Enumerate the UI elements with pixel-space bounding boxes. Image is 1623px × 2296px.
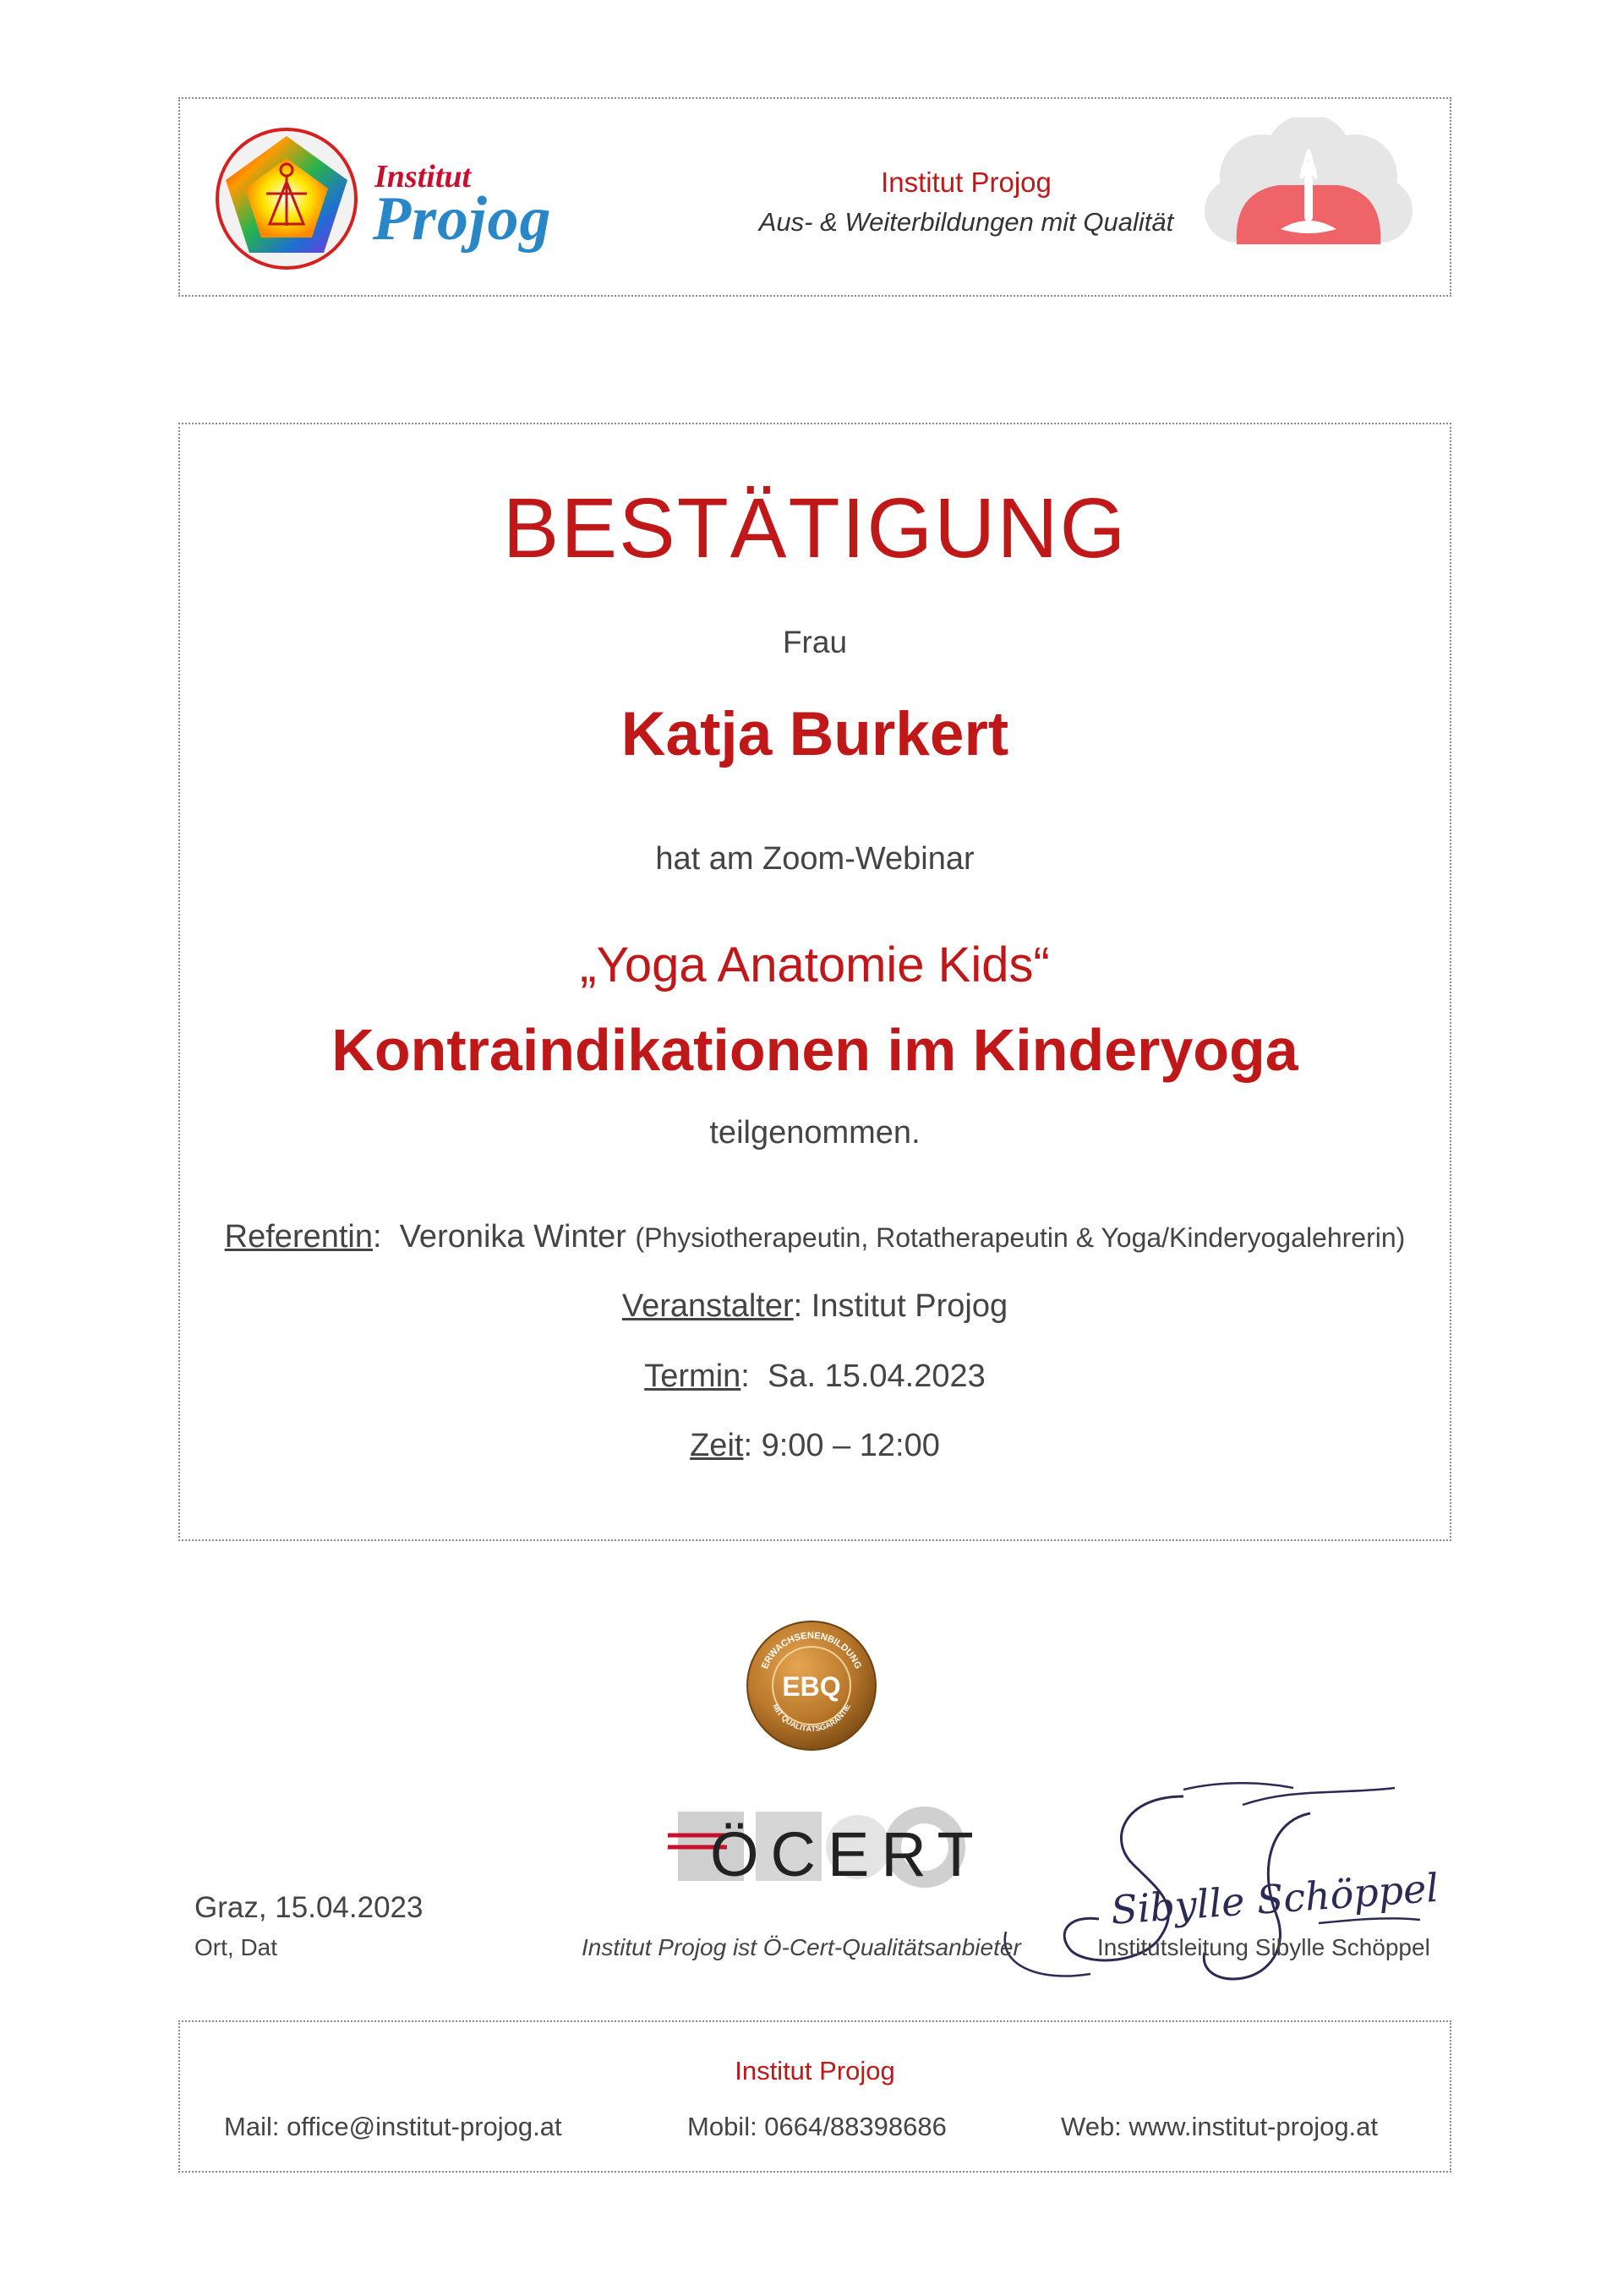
date-value: Sa. 15.04.2023	[767, 1358, 986, 1394]
header-subtitle: Aus- & Weiterbildungen mit Qualität	[758, 207, 1174, 237]
ebq-ring-bottom-text: MIT QUALITÄTSGARANTIE	[771, 1702, 852, 1734]
intro-text: hat am Zoom-Webinar	[655, 841, 975, 877]
speaker-label: Referentin	[224, 1219, 373, 1255]
speaker-name: Veronika Winter	[399, 1219, 626, 1255]
yoga-meditation-icon	[1203, 118, 1414, 282]
ebq-ring-top-text: ERWACHSENENBILDUNG	[759, 1630, 864, 1671]
time-value: 9:00 – 12:00	[761, 1428, 940, 1463]
signatory-label: Institutsleitung Sibylle Schöppel	[1097, 1934, 1430, 1960]
ebq-seal-icon	[744, 1618, 879, 1758]
footer-mail[interactable]: Mail: office@institut-projog.at	[224, 2112, 562, 2141]
participated-text: teilgenommen.	[709, 1115, 921, 1151]
date-label: Termin	[644, 1358, 741, 1394]
organizer-value: Institut Projog	[811, 1288, 1008, 1324]
organizer-label: Veranstalter	[621, 1288, 794, 1324]
participant-name: Katja Burkert	[620, 700, 1009, 768]
ebq-text: EBQ	[782, 1671, 841, 1702]
oecert-note: Institut Projog ist Ö-Cert-Qualitätsanbieter	[582, 1934, 1021, 1960]
header-box	[178, 97, 1451, 297]
speaker-row: Referentin: Veronika Winter (Physiotherapeutin, Rotatherapeutin & Yoga/Kinderyogalehrerin)	[224, 1219, 1406, 1255]
time-row: Zeit: 9:00 – 12:00	[690, 1428, 940, 1463]
certificate-title: BESTÄTIGUNG	[502, 481, 1128, 576]
footer-box	[178, 2020, 1451, 2173]
institute-logo-icon	[214, 126, 359, 276]
brand-word-institut: Institut	[374, 159, 472, 194]
brand-word-projog: Projog	[373, 184, 552, 254]
speaker-qualifications: (Physiotherapeutin, Rotatherapeutin & Yoga/Kinderyogalehrerin)	[635, 1222, 1406, 1253]
course-title: Kontraindikationen im Kinderyoga	[331, 1017, 1298, 1083]
organizer-row: Veranstalter: Institut Projog	[621, 1288, 1008, 1324]
course-series: „Yoga Anatomie Kids“	[580, 938, 1050, 992]
place-date: Graz, 15.04.2023	[194, 1891, 424, 1924]
footer-mobile[interactable]: Mobil: 0664/88398686	[687, 2112, 947, 2141]
oecert-text: ÖCERT	[710, 1819, 972, 1889]
certificate-box	[178, 423, 1451, 1541]
oecert-logo-icon	[668, 1796, 972, 1902]
footer-title: Institut Projog	[735, 2056, 895, 2086]
salutation: Frau	[782, 625, 848, 659]
header-title: Institut Projog	[881, 167, 1052, 198]
signature-text: Sibylle Schöppel	[1109, 1864, 1440, 1933]
footer-web[interactable]: Web: www.institut-projog.at	[1061, 2112, 1379, 2141]
place-date-label: Ort, Dat	[194, 1934, 278, 1960]
time-label: Zeit	[690, 1428, 744, 1463]
date-row: Termin: Sa. 15.04.2023	[644, 1358, 986, 1394]
signature	[989, 1771, 1445, 1995]
